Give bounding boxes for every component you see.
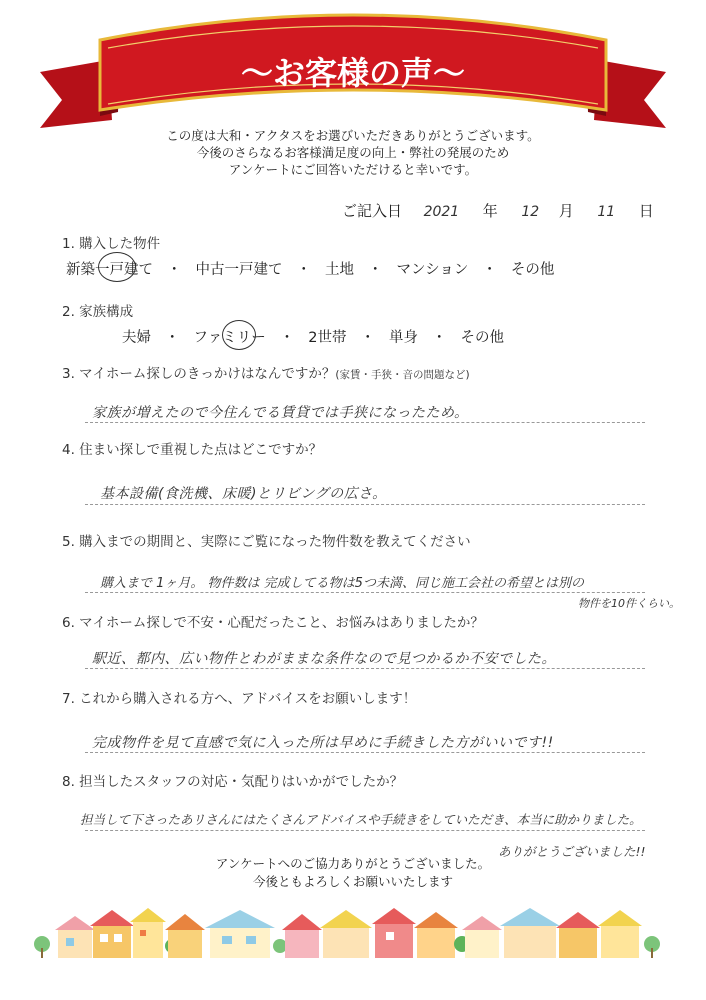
q4-answer-line xyxy=(85,504,645,505)
q1-selected-circle xyxy=(98,252,136,282)
q1-options: 新築一戸建て ・ 中古一戸建て ・ 土地 ・ マンション ・ その他 xyxy=(66,258,554,279)
q6-answer: 駅近、都内、広い物件とわがままな条件なので見つかるか不安でした。 xyxy=(92,651,556,667)
date-year: 2021 xyxy=(423,204,460,220)
q5-answer-line xyxy=(85,592,645,593)
date-label: ご記入日 xyxy=(342,202,403,220)
q1-label: 1. 購入した物件 xyxy=(62,236,161,252)
q1-option-new-house: 新築一戸建て xyxy=(66,262,153,278)
q6-label: 6. マイホーム探しで不安・心配だったこと、お悩みはありましたか？ xyxy=(62,615,484,631)
houses-illustration xyxy=(0,900,706,960)
q5-answer-continued: 物件を10件くらい。 xyxy=(578,597,680,610)
banner-title: ～お客様の声～ xyxy=(240,54,466,92)
q2-option-single: 単身 xyxy=(388,330,418,346)
q3-label xyxy=(62,362,470,382)
q3-note: (家賃・手狭・音の問題など) xyxy=(335,369,470,381)
q7-answer-line xyxy=(85,752,645,753)
q1-option-mansion: マンション xyxy=(396,262,469,278)
intro-line-3: アンケートにご回答いただけると幸いです。 xyxy=(228,162,478,177)
q3-label-text: 3. マイホーム探しのきっかけはなんですか？ xyxy=(62,366,336,382)
q7-answer: 完成物件を見て直感で気に入った所は早めに手続きした方がいいです!! xyxy=(92,735,554,751)
q4-label: 4. 住まい探しで重視した点はどこですか？ xyxy=(62,442,323,458)
q1-option-land: 土地 xyxy=(325,262,354,278)
q2-option-family: ファミリー xyxy=(193,330,266,346)
q1-option-used-house: 中古一戸建て xyxy=(195,262,283,278)
title-banner xyxy=(0,0,706,135)
q8-answer-continued: ありがとうございました!! xyxy=(498,844,646,859)
q8-answer-line xyxy=(85,830,645,831)
q4-answer: 基本設備(食洗機、床暖)とリビングの広さ。 xyxy=(100,486,387,502)
q2-label: 2. 家族構成 xyxy=(62,304,134,320)
q2-option-other: その他 xyxy=(460,330,504,346)
q8-label: 8. 担当したスタッフの対応・気配りはいかがでしたか？ xyxy=(62,774,404,790)
q8-answer: 担当して下さったあリさんにはたくさんアドバイスや手続きをしていただき、本当に助かりました。 xyxy=(80,812,642,827)
date-day: 11 xyxy=(597,204,616,220)
q1-option-other: その他 xyxy=(510,262,555,278)
closing-line-1: アンケートへのご協力ありがとうございました。 xyxy=(215,856,491,871)
q5-answer: 購入まで 1ヶ月。 物件数は 完成してる物は5つ未満、同じ施工会社の希望とは別の xyxy=(100,576,584,591)
q2-selected-circle xyxy=(222,320,256,350)
q3-answer: 家族が増えたので今住んでる賃貸では手狭になったため。 xyxy=(92,405,469,421)
intro-text xyxy=(0,127,706,178)
q2-option-two-gen: 2世帯 xyxy=(308,330,347,346)
q2-option-couple: 夫婦 xyxy=(122,330,151,346)
date-row xyxy=(342,200,654,221)
house-row xyxy=(34,908,660,958)
q5-label: 5. 購入までの期間と、実際にご覧になった物件数を教えてください xyxy=(62,534,471,550)
q3-answer-line xyxy=(85,422,645,423)
date-year-unit: 年 xyxy=(482,202,498,220)
intro-line-2: 今後のさらなるお客様満足度の向上・弊社の発展のため xyxy=(196,145,510,160)
q6-answer-line xyxy=(85,668,645,669)
q2-options: 夫婦 ・ ファミリー ・ 2世帯 ・ 単身 ・ その他 xyxy=(122,326,504,347)
date-day-unit: 日 xyxy=(638,202,654,220)
closing-text xyxy=(0,855,706,891)
date-month-unit: 月 xyxy=(558,202,574,220)
q7-label: 7. これから購入される方へ、アドバイスをお願いします！ xyxy=(62,691,417,707)
date-month: 12 xyxy=(521,204,540,220)
closing-line-2: 今後ともよろしくお願いいたします xyxy=(252,874,453,889)
intro-line-1: この度は大和・アクタスをお選びいただきありがとうございます。 xyxy=(166,128,540,143)
